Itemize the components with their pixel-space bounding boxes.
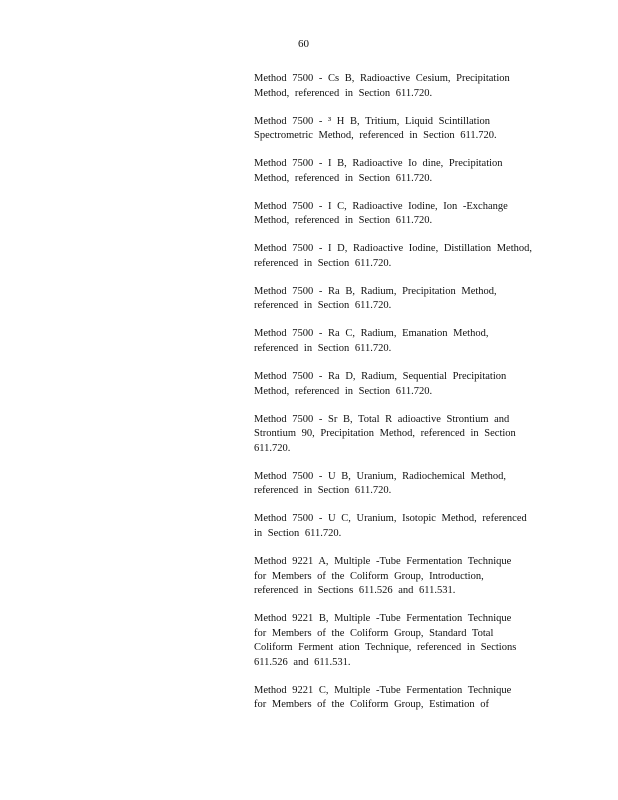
method-entry	[254, 684, 539, 713]
entry-line: in Section 611.720.	[254, 527, 342, 539]
method-entry	[254, 512, 539, 541]
entry-line: Method 9221 A, Multiple -Tube Fermentation Technique	[254, 555, 512, 567]
entry-line: Method 7500 - Sr B, Total R adioactive Strontium and	[254, 413, 510, 425]
entry-line: Method 7500 - Ra C, Radium, Emanation Method,	[254, 328, 489, 340]
entry-line: Method, referenced in Section 611.720.	[254, 172, 433, 184]
method-reference-list	[254, 72, 539, 726]
entry-line: Method 9221 C, Multiple -Tube Fermentation Technique	[254, 684, 512, 696]
method-entry	[254, 242, 539, 271]
entry-line: 611.720.	[254, 442, 291, 454]
page-number: 60	[298, 38, 309, 50]
entry-line: Strontium 90, Precipitation Method, referenced in Section	[254, 428, 516, 440]
entry-line: Method 7500 - I C, Radioactive Iodine, Ion -Exchange	[254, 200, 508, 212]
entry-line: Method 7500 - ³ H B, Tritium, Liquid Scintillation	[254, 115, 490, 127]
entry-line: Method 7500 - U B, Uranium, Radiochemical Method,	[254, 470, 506, 482]
method-entry	[254, 470, 539, 499]
entry-line: Method 7500 - Ra D, Radium, Sequential Precipitation	[254, 371, 507, 383]
method-entry	[254, 285, 539, 314]
entry-line: Method 7500 - U C, Uranium, Isotopic Method, referenced	[254, 513, 527, 525]
entry-line: referenced in Section 611.720.	[254, 300, 392, 312]
entry-line: Method, referenced in Section 611.720.	[254, 215, 433, 227]
method-entry	[254, 72, 539, 101]
entry-line: Method 7500 - I D, Radioactive Iodine, Distillation Method,	[254, 243, 532, 255]
method-entry	[254, 612, 539, 670]
entry-line: referenced in Sections 611.526 and 611.531.	[254, 585, 456, 597]
entry-line: for Members of the Coliform Group, Estimation of	[254, 699, 490, 711]
entry-line: referenced in Section 611.720.	[254, 343, 392, 355]
method-entry	[254, 327, 539, 356]
method-entry	[254, 413, 539, 457]
entry-line: for Members of the Coliform Group, Standard Total	[254, 627, 494, 639]
entry-line: Spectrometric Method, referenced in Section 611.720.	[254, 130, 497, 142]
entry-line: referenced in Section 611.720.	[254, 257, 392, 269]
entry-line: Method 9221 B, Multiple -Tube Fermentation Technique	[254, 613, 512, 625]
entry-line: for Members of the Coliform Group, Introduction,	[254, 570, 484, 582]
entry-line: Method 7500 - I B, Radioactive Io dine, Precipitation	[254, 158, 503, 170]
method-entry	[254, 157, 539, 186]
method-entry	[254, 200, 539, 229]
method-entry	[254, 555, 539, 599]
entry-line: Method, referenced in Section 611.720.	[254, 385, 433, 397]
entry-line: Method 7500 - Ra B, Radium, Precipitation Method,	[254, 285, 497, 297]
method-entry	[254, 370, 539, 399]
entry-line: referenced in Section 611.720.	[254, 485, 392, 497]
entry-line: Method, referenced in Section 611.720.	[254, 87, 433, 99]
entry-line: Coliform Ferment ation Technique, referenced in Sections	[254, 642, 517, 654]
method-entry	[254, 115, 539, 144]
entry-line: 611.526 and 611.531.	[254, 656, 351, 668]
entry-line: Method 7500 - Cs B, Radioactive Cesium, Precipitation	[254, 73, 510, 84]
